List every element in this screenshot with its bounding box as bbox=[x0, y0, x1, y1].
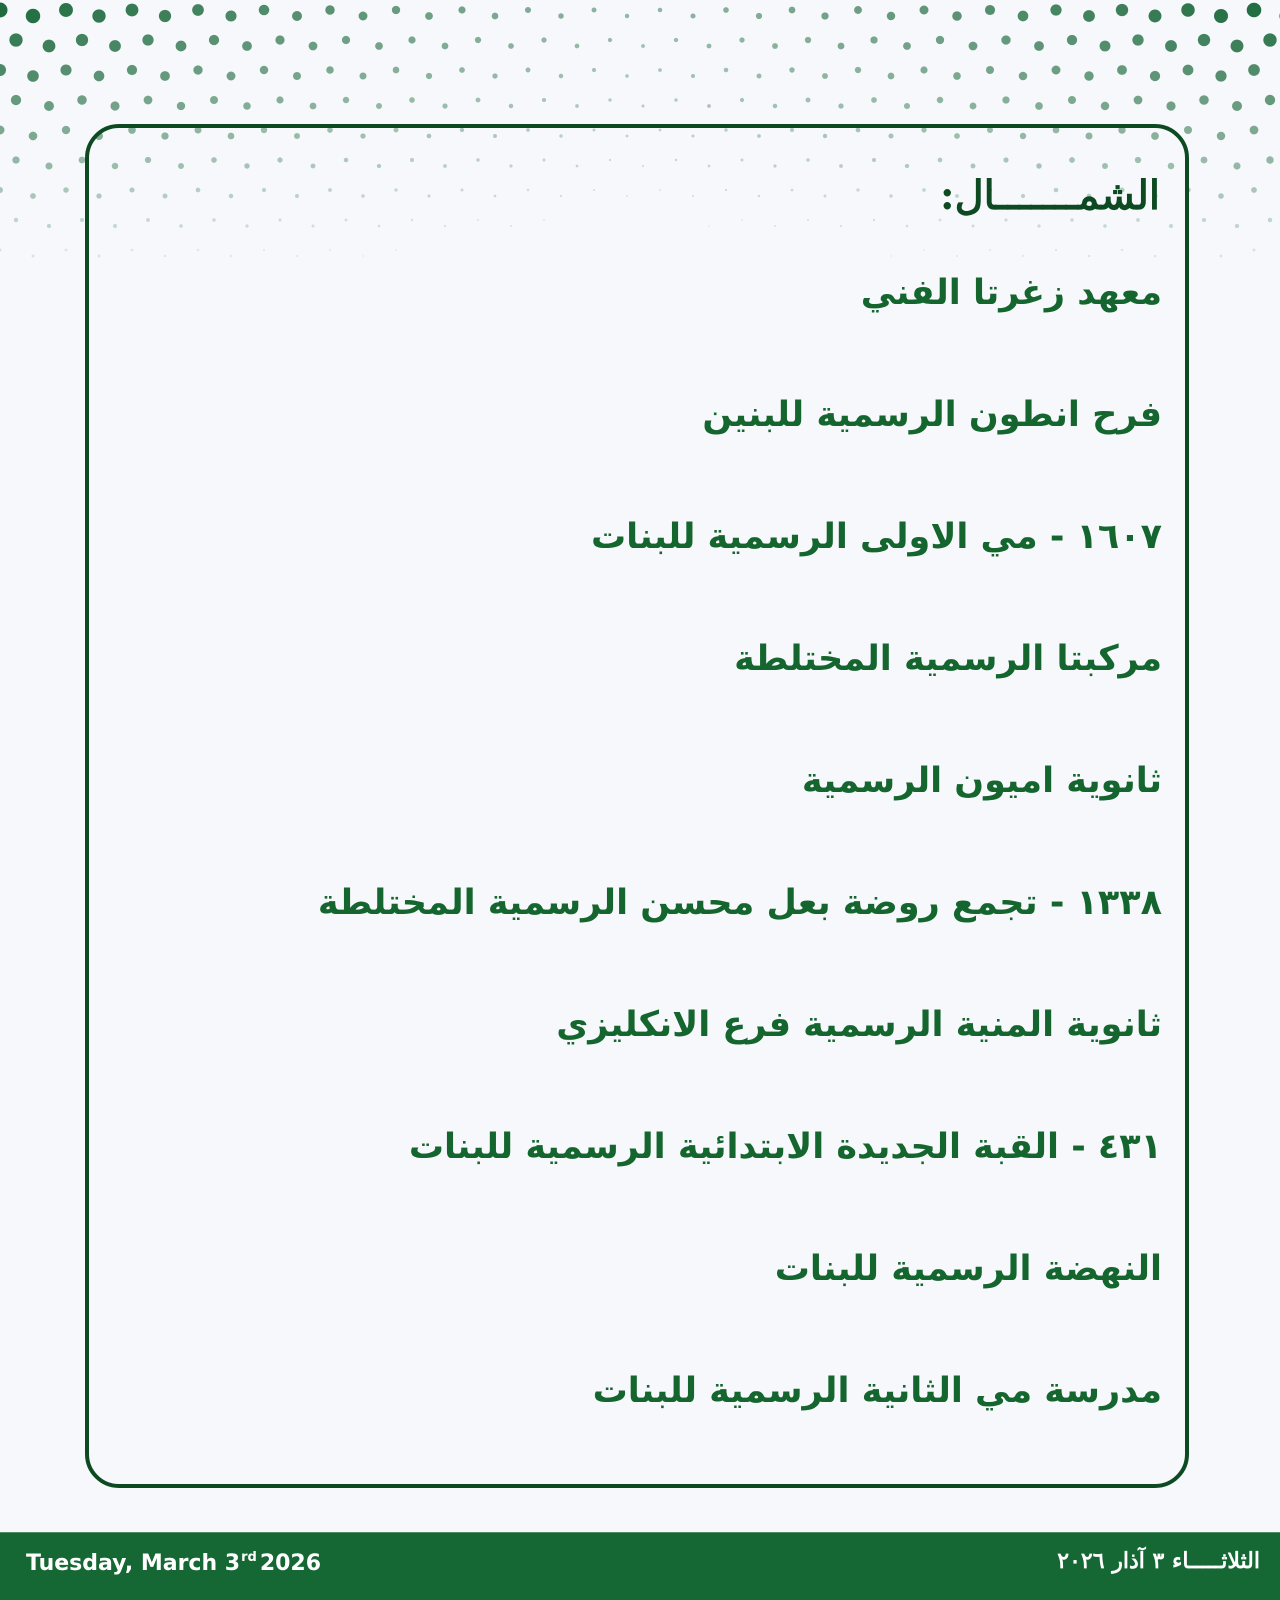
list-item: فرح انطون الرسمية للبنين bbox=[702, 395, 1162, 435]
list-item: ثانوية المنية الرسمية فرع الانكليزي bbox=[556, 1005, 1162, 1045]
region-title: الشمـــــــال: bbox=[939, 172, 1160, 219]
date-arabic: الثلاثـــــاء ٣ آذار ٢٠٢٦ bbox=[1057, 1548, 1260, 1574]
list-item: مدرسة مي الثانية الرسمية للبنات bbox=[592, 1371, 1162, 1411]
footer-bar bbox=[0, 1532, 1280, 1600]
schools-list bbox=[262, 268, 1162, 1488]
date-english-ordinal: rd bbox=[241, 1550, 257, 1565]
date-english-day: Tuesday, March 3 bbox=[26, 1551, 241, 1576]
list-item: ٤٣١ - القبة الجديدة الابتدائية الرسمية للبنات bbox=[408, 1127, 1162, 1167]
list-item: معهد زغرتا الفني bbox=[860, 273, 1162, 313]
date-english bbox=[26, 1550, 321, 1576]
list-item: ثانوية اميون الرسمية bbox=[801, 761, 1162, 801]
list-item: ١٦٠٧ - مي الاولى الرسمية للبنات bbox=[591, 517, 1162, 557]
list-item: ١٣٣٨ - تجمع روضة بعل محسن الرسمية المختلطة bbox=[317, 883, 1162, 923]
list-item: مركبتا الرسمية المختلطة bbox=[734, 639, 1162, 679]
date-english-year: 2026 bbox=[259, 1551, 322, 1576]
list-item: النهضة الرسمية للبنات bbox=[774, 1249, 1162, 1289]
